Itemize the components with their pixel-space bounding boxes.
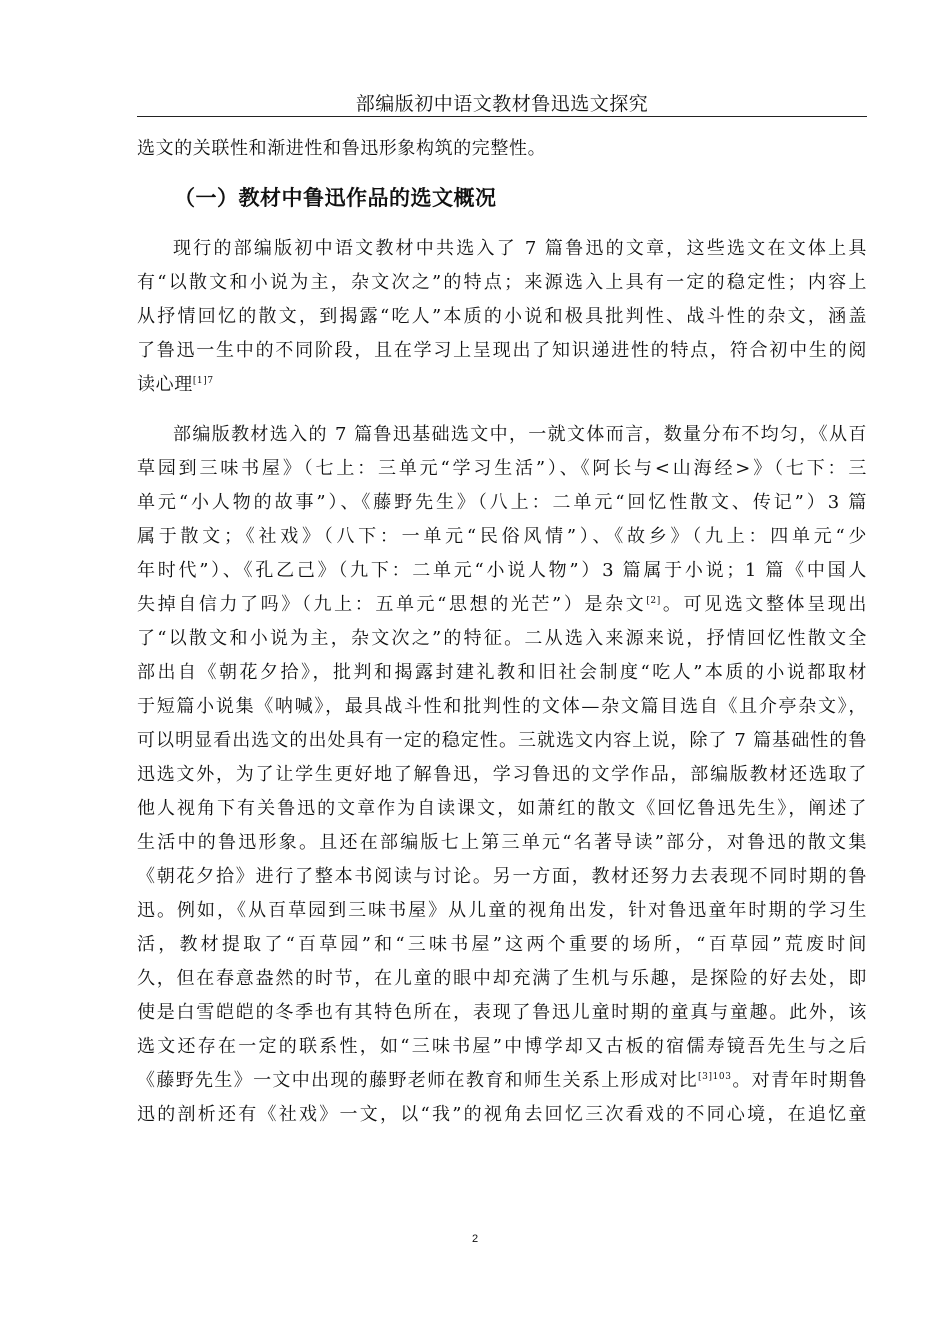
text-line: 选文还存在一定的联系性，如“三味书屋”中博学却又古板的宿儒寿镜吾先生与之后 [137, 1036, 867, 1057]
text-line: 部编版教材选入的 7 篇鲁迅基础选文中，一就文体而言，数量分布不均匀，《从百 [173, 424, 867, 445]
text-line [137, 370, 867, 400]
text-line [137, 590, 867, 620]
text-line: 他人视角下有关鲁迅的文章作为自读课文，如萧红的散文《回忆鲁迅先生》，阐述了 [137, 798, 867, 819]
text-line [137, 1066, 867, 1096]
text-line: 久，但在春意盎然的时节，在儿童的眼中却充满了生机与乐趣，是探险的好去处，即 [137, 968, 867, 989]
citation-marker: [2] [646, 596, 661, 606]
text-line: 了“以散文和小说为主，杂文次之”的特征。二从选入来源来说，抒情回忆性散文全 [137, 628, 867, 649]
text-line: 了鲁迅一生中的不同阶段，且在学习上呈现出了知识递进性的特点，符合初中生的阅 [137, 340, 867, 361]
text-line: 属于散文；《社戏》（八下：一单元“民俗风情”）、《故乡》（九上：四单元“少 [137, 526, 867, 547]
text-line: 年时代”）、《孔乙己》（九下：二单元“小说人物”）3 篇属于小说；1 篇《中国人 [137, 560, 867, 581]
text-line: 有“以散文和小说为主，杂文次之”的特点；来源选入上具有一定的稳定性；内容上 [137, 272, 867, 293]
text-line: 草园到三味书屋》（七上：三单元“学习生活”）、《阿长与<山海经>》（七下：三 [137, 458, 867, 479]
text-fragment: 读心理 [137, 374, 193, 395]
text-fragment: 。对青年时期鲁 [731, 1070, 867, 1091]
page-number: 2 [471, 1233, 479, 1245]
text-line: 迅的剖析还有《社戏》一文，以“我”的视角去回忆三次看戏的不同心境，在追忆童 [137, 1104, 867, 1125]
text-line: 于短篇小说集《呐喊》，最具战斗性和批判性的文体—杂文篇目选自《且介亭杂文》， [137, 696, 867, 717]
text-line: 可以明显看出选文的出处具有一定的稳定性。三就选文内容上说，除了 7 篇基础性的鲁 [137, 730, 867, 751]
text-line: 迅选文外，为了让学生更好地了解鲁迅，学习鲁迅的文学作品，部编版教材还选取了 [137, 764, 867, 785]
text-fragment: 失掉自信力了吗》（九上：五单元“思想的光芒”）是杂文 [137, 594, 647, 615]
running-header-title: 部编版初中语文教材鲁迅选文探究 [355, 93, 649, 115]
citation-marker: [3]103 [698, 1072, 732, 1082]
text-line: 迅。例如，《从百草园到三味书屋》从儿童的视角出发，针对鲁迅童年时期的学习生 [137, 900, 867, 921]
text-line: 生活中的鲁迅形象。且还在部编版七上第三单元“名著导读”部分，对鲁迅的散文集 [137, 832, 867, 853]
text-line: 选文的关联性和渐进性和鲁迅形象构筑的完整性。 [137, 138, 547, 159]
text-line: 部出自《朝花夕拾》，批判和揭露封建礼教和旧社会制度“吃人”本质的小说都取材 [137, 662, 867, 683]
text-line: 从抒情回忆的散文，到揭露“吃人”本质的小说和极具批判性、战斗性的杂文，涵盖 [137, 306, 867, 327]
text-line: 活，教材提取了“百草园”和“三味书屋”这两个重要的场所，“百草园”荒废时间 [137, 934, 867, 955]
header-rule [137, 116, 867, 117]
text-line: 使是白雪皑皑的冬季也有其特色所在，表现了鲁迅儿童时期的童真与童趣。此外，该 [137, 1002, 867, 1023]
text-fragment: 。可见选文整体呈现出 [660, 594, 867, 615]
text-line: 《朝花夕拾》进行了整本书阅读与讨论。另一方面，教材还努力去表现不同时期的鲁 [137, 866, 867, 887]
section-heading: （一）教材中鲁迅作品的选文概况 [174, 186, 497, 210]
citation-marker: [1]7 [192, 376, 214, 386]
text-line: 单元“小人物的故事”）、《藤野先生》（八上：二单元“回忆性散文、传记”）3 篇 [137, 492, 867, 513]
text-fragment: 《藤野先生》一文中出现的藤野老师在教育和师生关系上形成对比 [137, 1070, 699, 1091]
text-line: 现行的部编版初中语文教材中共选入了 7 篇鲁迅的文章，这些选文在文体上具 [173, 238, 867, 259]
